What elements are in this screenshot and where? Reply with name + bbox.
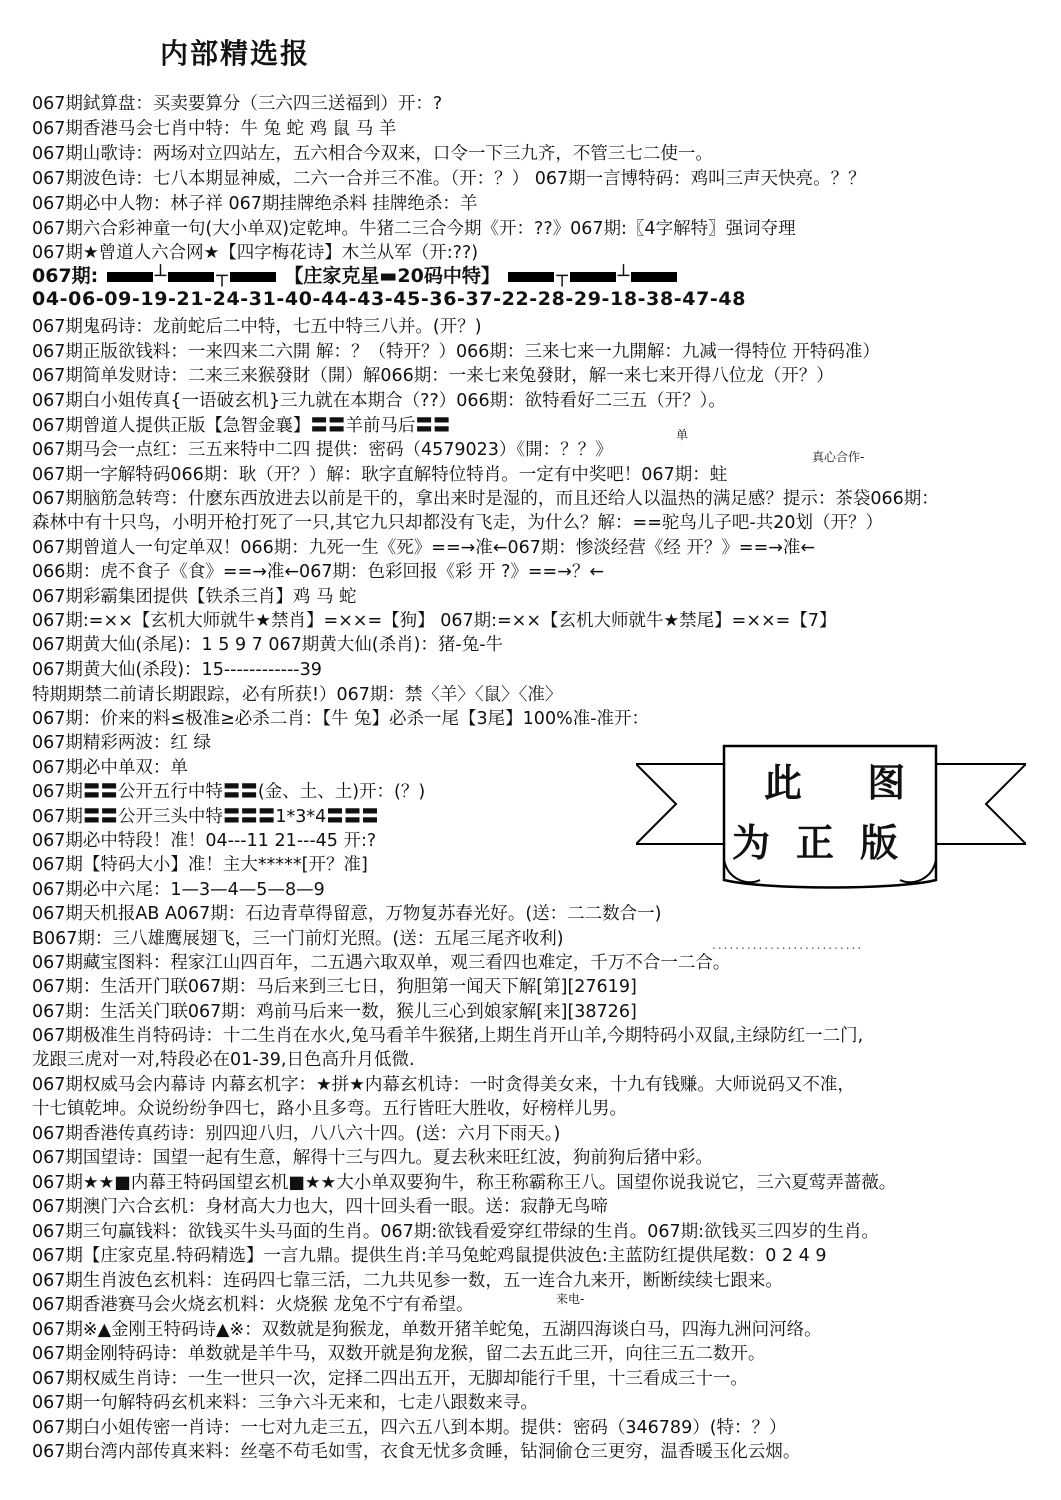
text-line: 067期马会一点红：三五来特中二四 提供：密码（4579023）《開：？？》: [32, 440, 613, 460]
text-line: 067期【庄家克星.特码精选】一言九鼎。提供生肖:羊马兔蛇鸡鼠提供波色:主蓝防红提供尾数：0 2 4 9: [32, 1246, 827, 1266]
bar-mark: [631, 272, 677, 282]
text-line: 067期一字解特码066期：耿（开？）解：耿字直解特位特肖。一定有中奖吧！067期：蛀: [32, 465, 728, 485]
text-line: 067期生肖波色玄机料：连码四七靠三活，二九共见参一数，五一连合九来开，断断续续七跟来。: [32, 1271, 783, 1291]
bar-mark: [508, 272, 554, 282]
banner-line-1: 此 图: [764, 760, 932, 805]
bar-mark: [570, 272, 616, 282]
text-line: 067期必中人物：林子祥 067期挂牌绝杀料 挂牌绝杀：羊: [32, 194, 478, 214]
text-line: 森林中有十只鸟，小明开枪打死了一只,其它九只却都没有飞走，为什么？解：==驼鸟儿子吧-共20划（开？）: [32, 513, 883, 533]
dan-note: 单: [676, 428, 689, 442]
text-line: 067期三句赢钱料：欲钱买牛头马面的生肖。067期:欲钱看爱穿红带绿的生肖。067期:欲钱买三四岁的生肖。: [32, 1222, 879, 1242]
text-line: 067期★曾道人六合网★【四字梅花诗】木兰从军（开:??): [32, 243, 479, 263]
text-line: 067期必中特段！准！04---11 21---45 开:?: [32, 831, 377, 851]
text-line: 067期:=××【玄机大师就牛★禁肖】=××=【狗】 067期:=××【玄机大师就牛★禁尾】=××=【7】: [32, 611, 837, 631]
text-line: 067期权威马会内幕诗 内幕玄机字：★拼★内幕玄机诗：一时贪得美女来，十九有钱赚。大师说码又不准，: [32, 1075, 855, 1095]
text-line: 067期精彩两波：红 绿: [32, 733, 211, 753]
text-line: 十七镇乾坤。众说纷纷争四七，路小且多弯。五行皆旺大胜收，好榜样儿男。: [32, 1099, 627, 1119]
text-line: 067期〓〓公开三头中特〓〓〓1*3*4〓〓〓: [32, 807, 379, 827]
text-line: 龙跟三虎对一对,特段必在01-39,日色高升月低微.: [32, 1050, 415, 1070]
text-line: 067期曾道人一句定单双！066期：九死一生《死》==→准←067期：惨淡经营《经 开？》==→准←: [32, 538, 816, 558]
text-line: 067期香港马会七肖中特：牛 兔 蛇 鸡 鼠 马 羊: [32, 119, 397, 139]
text-line: B067期：三八雄鹰展翅飞，三一门前灯光照。(送：五尾三尾齐收利): [32, 929, 564, 949]
text-line: 067期★★■内幕王特码国望玄机■★★大小单双要狗牛，称王称霸称王八。国望你说我说它，三六夏莺弄蔷薇。: [32, 1173, 897, 1193]
text-line: 067期：价来的料≤极准≥必杀二肖：【牛 兔】必杀一尾【3尾】100%准-准开：: [32, 709, 650, 729]
text-line: 067期极准生肖特码诗：十二生肖在水火,兔马看羊牛猴猪,上期生肖开山羊,今期特码小双鼠,主绿防红一二门,: [32, 1026, 864, 1046]
text-line: 067期脑筋急转弯：什麽东西放进去以前是干的，拿出来时是湿的，而且还给人以温热的满足感？提示：茶袋066期：: [32, 489, 939, 509]
text-line: 067期国望诗：国望一起有生意，解得十三与四九。夏去秋来旺红波，狗前狗后猪中彩。: [32, 1148, 713, 1168]
text-line: 067期澳门六合玄机：身材高大力也大，四十回头看一眼。送：寂静无鸟啼: [32, 1197, 608, 1217]
text-line: 067期：生活开门联067期：马后来到三七日，狗胆第一闻天下解[第][27619]: [32, 977, 637, 997]
bar-mark: [168, 272, 214, 282]
text-line: 067期一句解特码玄机来料：三争六斗无来和，七走八跟数来寻。: [32, 1393, 538, 1413]
text-line: 067期必中六尾：1—3—4—5—8—9: [32, 880, 325, 900]
cooperation-note: 真心合作-: [812, 450, 865, 464]
text-line: 067期正版欲钱料：一来四来二六開 解：？（特开？）066期：三来七来一九開解：九减一得特位 开特码准）: [32, 342, 880, 362]
text-line: 066期：虎不食子《食》==→准←067期：色彩回报《彩 开 ?》==→？←: [32, 562, 605, 582]
text-line: 067期黄大仙(杀段)：15------------39: [32, 660, 322, 680]
special-numbers: 04-06-09-19-21-24-31-40-44-43-45-36-37-22-28-29-18-38-47-48: [32, 288, 747, 310]
text-line: 067期彩霸集团提供【铁杀三肖】鸡 马 蛇: [32, 587, 357, 607]
dotted-filler: ..........................: [712, 938, 864, 952]
text-line: 067期鬼码诗：龙前蛇后二中特，七五中特三八并。(开？): [32, 317, 482, 337]
text-line: 067期六合彩神童一句(大小单双)定乾坤。牛猪二三合今期《开：??》067期:〖4字解特〗强词夺理: [32, 219, 796, 239]
text-line: 067期※▲金刚王特码诗▲※：双数就是狗猴龙，单数开猪羊蛇兔，五湖四海谈白马，四海九洲问河络。: [32, 1320, 822, 1340]
bar-mark: [107, 272, 153, 282]
text-line: 067期鉽算盘：买卖要算分（三六四三送福到）开：?: [32, 94, 443, 114]
laidian-note: 来电-: [556, 1292, 585, 1306]
text-line: 067期权威生肖诗：一生一世只一次，定择二四出五开，无脚却能行千里，十三看成三十一。: [32, 1369, 748, 1389]
text-line: 067期台湾内部传真来料：丝毫不苟毛如雪，衣食无忧多贪睡，钻洞偷仓三更穷，温香暖玉化云烟。: [32, 1442, 801, 1462]
text-line: 067期波色诗：七八本期显神威，二六一合并三不准。（开：？） 067期一言博特码：鸡叫三声天快亮。？？: [32, 169, 866, 189]
banner-line-2: 为正版: [732, 820, 925, 865]
text-line: 067期〓〓公开五行中特〓〓(金、土、土)开：(？): [32, 782, 426, 802]
text-line: 067期：生活关门联067期：鸡前马后来一数，猴儿三心到娘家解[来][38726]: [32, 1002, 637, 1022]
text-line: 067期白小姐传真{一语破玄机}三九就在本期合（??）066期：欲特看好二三五（开？）。: [32, 391, 726, 411]
text-line: 067期山歌诗：两场对立四站左，五六相合今双来，口令一下三九齐，不管三七二使一。: [32, 144, 713, 164]
text-line: 067期黄大仙(杀尾)：1 5 9 7 067期黄大仙(杀肖)：猪-兔-牛: [32, 635, 504, 655]
text-line: 067期金刚特码诗：单数就是羊牛马，双数开就是狗龙猴，留二去五此三开，向往三五二数开。: [32, 1344, 766, 1364]
text-line: 067期白小姐传密一肖诗：一七对九走三五，四六五八到本期。提供：密码（346789）(特：？）: [32, 1418, 787, 1438]
page-title: 内部精选报: [160, 37, 311, 70]
text-line: 067期【特码大小】准！主大*****[开？准]: [32, 855, 368, 875]
text-line: 特期期禁二前请长期跟踪，必有所获!）067期：禁〈羊〉〈鼠〉〈准〉: [32, 685, 563, 705]
text-line: 067期藏宝图料：程家江山四百年，二五遇六取双单，观三看四也难定，千万不合一二合。: [32, 953, 731, 973]
bar-line-prefix: 067期:: [32, 265, 99, 287]
bar-mark: [230, 272, 276, 282]
text-line: 067期香港赛马会火烧玄机料：火烧猴 龙兔不宁有希望。: [32, 1295, 474, 1315]
bar-line-center: 【庄家克星▬20码中特】: [284, 265, 500, 287]
text-line: 067期曾道人提供正版【急智金襄】〓〓羊前马后〓〓: [32, 416, 451, 436]
text-line: 067期香港传真药诗：别四迎八归，八八六十四。(送：六月下雨天。): [32, 1124, 561, 1144]
text-line: 067期天机报AB A067期：石边青草得留意，万物复苏春光好。(送：二二数合一): [32, 904, 662, 924]
authentic-banner: [636, 740, 1026, 900]
bar-code-line: 067期: ┴ ┬ 【庄家克星▬20码中特】 ┬ ┴: [32, 261, 679, 291]
text-line: 067期必中单双：单: [32, 758, 188, 778]
text-line: 067期简单发财诗：二来三来猴發財（開）解066期：一来七来兔發財，解一来七来开得八位龙（开？）: [32, 366, 834, 386]
